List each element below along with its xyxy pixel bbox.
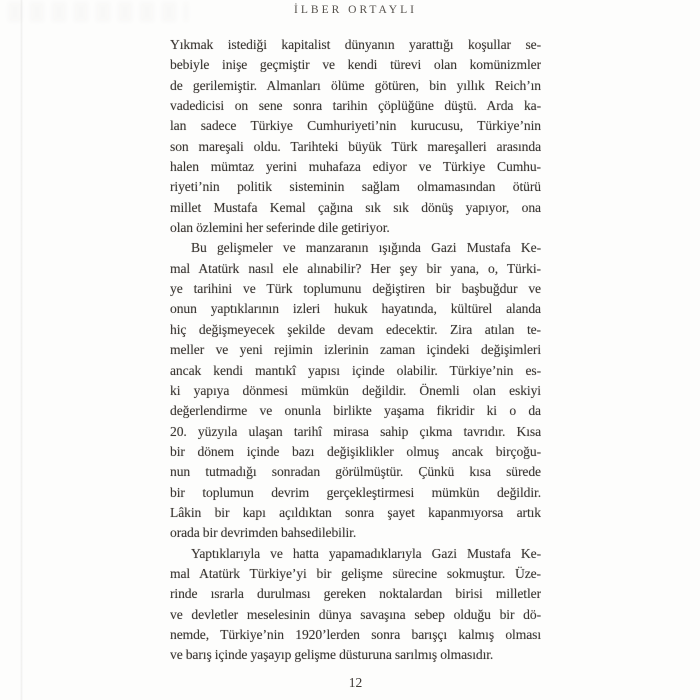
text-line: mal Atatürk nasıl ele alınabilir? Her şey bir yana, o, Türki- bbox=[170, 260, 541, 276]
text-line: rinde ısrarla durulması gereken noktalardan birisi milletler bbox=[170, 586, 541, 602]
text-line: orada bir devrimden bahsedilebilir. bbox=[170, 525, 357, 541]
text-line: nemde, Türkiye’nin 1920’lerden sonra barışçı kalmış olması bbox=[170, 626, 541, 642]
page-number: 12 bbox=[348, 675, 363, 690]
page-edge-shadow bbox=[20, 0, 23, 700]
text-line: de gerilemiştir. Almanları ölüme götüren, bin yıllık Reich’ın bbox=[170, 77, 541, 93]
text-line: Bu gelişmeler ve manzaranın ışığında Gazi Mustafa Ke- bbox=[191, 240, 541, 256]
text-line: ve barış içinde yaşayıp gelişme düsturuna sarılmış olmasıdır. bbox=[170, 647, 494, 663]
text-line: ye tarihini ve Türk toplumunu değiştiren bir başbuğdur ve bbox=[170, 281, 541, 297]
text-line: 20. yüzyıla ulaşan tarihî mirasa sahip çıkma tavrıdır. Kısa bbox=[170, 423, 541, 439]
text-line: ve devletler meselesinin dünya savaşına sebep olduğu bir dö- bbox=[170, 606, 541, 622]
text-line: nun tutmadığı sonradan görülmüştür. Çünkü kısa sürede bbox=[170, 464, 541, 480]
text-line: lan sadece Türkiye Cumhuriyeti’nin kurucusu, Türkiye’nin bbox=[170, 118, 541, 134]
text-line: hiç değişmeyecek şekilde devam edecektir. Zira atılan te- bbox=[170, 321, 541, 337]
text-line: onun yaptıklarının izleri hukuk hayatında, kültürel alanda bbox=[170, 301, 541, 317]
text-line: Lâkin bir kapı açıldıktan sonra şayet kapanmıyorsa artık bbox=[170, 504, 541, 520]
body-text bbox=[170, 35, 541, 666]
text-line: son mareşali oldu. Tarihteki büyük Türk mareşalleri arasında bbox=[170, 138, 541, 154]
text-line: bir dönem içinde bazı değişiklikler olmuş ancak birçoğu- bbox=[170, 443, 541, 459]
text-line: millet Mustafa Kemal çağına sık sık dönüş yapıyor, ona bbox=[170, 199, 541, 215]
text-line: bebiyle inişe geçmiştir ve kendi türevi olan komünizmler bbox=[170, 57, 541, 73]
page-ghosting-artifact bbox=[8, 2, 188, 22]
text-line: vadedicisi on sene sonra tarihin çöplüğüne düştü. Arda ka- bbox=[170, 98, 541, 114]
text-line: olan özlemini her seferinde dile getiriyor. bbox=[170, 220, 390, 236]
text-line: meller ve yeni rejimin izlerinin zaman içindeki değişimleri bbox=[170, 342, 541, 358]
text-line: ancak kendi mantıkî yapısı içinde olabilir. Türkiye’nin es- bbox=[170, 362, 541, 378]
text-line: Yaptıklarıyla ve hatta yapamadıklarıyla Gazi Mustafa Ke- bbox=[191, 545, 541, 561]
text-line: mal Atatürk Türkiye’yi bir gelişme sürecine sokmuştur. Üze- bbox=[170, 565, 541, 581]
text-line: ki yapıya dönmesi mümkün değildir. Önemli olan eskiyi bbox=[170, 382, 541, 398]
text-line: değerlendirme ve onunla birlikte yaşama fikridir ki o da bbox=[170, 403, 541, 419]
text-line: bir toplumun devrim gerçekleştirmesi mümkün değildir. bbox=[170, 484, 541, 500]
running-header: İLBER ORTAYLI bbox=[294, 4, 417, 16]
text-line: Yıkmak istediği kapitalist dünyanın yarattığı koşullar se- bbox=[170, 37, 541, 52]
text-line: halen mümtaz yerini muhafaza ediyor ve Türkiye Cumhu- bbox=[170, 159, 541, 175]
text-line: riyeti’nin politik sisteminin sağlam olmamasından ötürü bbox=[170, 179, 541, 195]
